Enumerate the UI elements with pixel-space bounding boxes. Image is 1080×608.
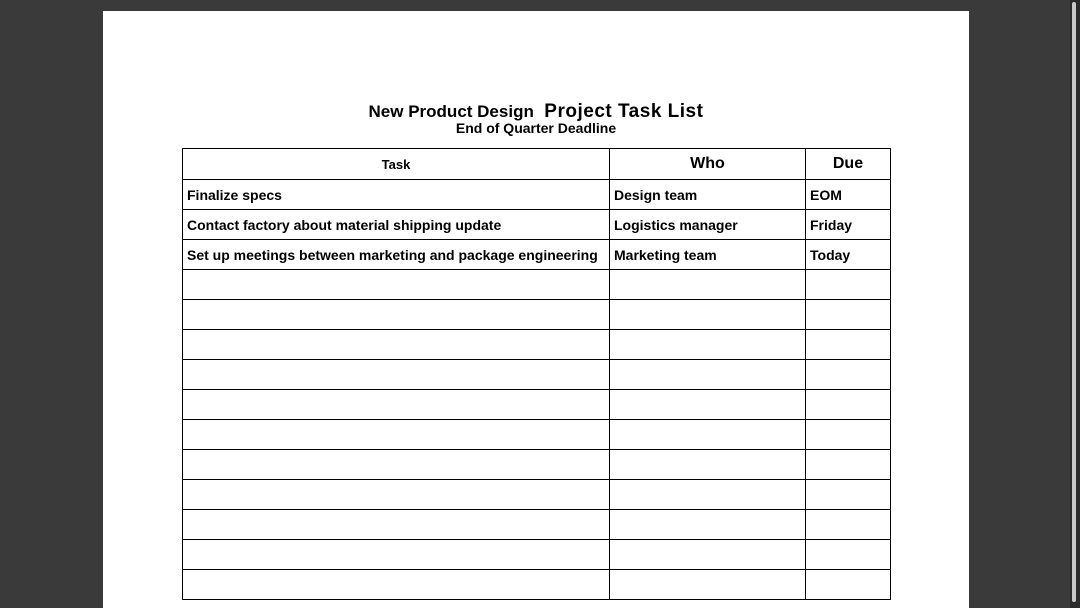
due-cell [806, 420, 891, 450]
task-cell [183, 540, 610, 570]
who-cell [610, 330, 806, 360]
who-cell: Logistics manager [610, 210, 806, 240]
who-cell [610, 450, 806, 480]
who-cell [610, 360, 806, 390]
task-cell: Contact factory about material shipping update [183, 210, 610, 240]
table-row [183, 570, 891, 600]
due-cell: Friday [806, 210, 891, 240]
who-cell [610, 270, 806, 300]
task-cell [183, 480, 610, 510]
task-cell: Set up meetings between marketing and package engineering [183, 240, 610, 270]
due-cell [806, 390, 891, 420]
task-cell [183, 420, 610, 450]
table-row [183, 420, 891, 450]
task-cell [183, 270, 610, 300]
due-cell [806, 450, 891, 480]
table-row [183, 210, 891, 240]
table-row [183, 330, 891, 360]
table-row [183, 480, 891, 510]
document-page [103, 11, 969, 608]
who-cell: Marketing team [610, 240, 806, 270]
header-due: Due [806, 149, 891, 180]
table-row [183, 450, 891, 480]
task-cell [183, 360, 610, 390]
table-row [183, 360, 891, 390]
table-row [183, 300, 891, 330]
task-table [182, 148, 891, 600]
table-row [183, 540, 891, 570]
vertical-scrollbar[interactable] [1070, 0, 1080, 608]
task-cell [183, 570, 610, 600]
who-cell [610, 420, 806, 450]
due-cell [806, 300, 891, 330]
due-cell [806, 360, 891, 390]
due-cell: Today [806, 240, 891, 270]
task-cell: Finalize specs [183, 180, 610, 210]
due-cell [806, 330, 891, 360]
who-cell [610, 540, 806, 570]
header-task: Task [183, 149, 610, 180]
table-row [183, 180, 891, 210]
task-cell [183, 330, 610, 360]
due-cell [806, 570, 891, 600]
due-cell [806, 480, 891, 510]
table-row [183, 270, 891, 300]
who-cell [610, 390, 806, 420]
due-cell [806, 270, 891, 300]
title-part-product: New Product Design [368, 102, 534, 121]
task-cell [183, 450, 610, 480]
document-subtitle: End of Quarter Deadline [455, 120, 617, 136]
title-part-task-list: Project Task List [544, 101, 704, 122]
due-cell: EOM [806, 180, 891, 210]
who-cell: Design team [610, 180, 806, 210]
who-cell [610, 510, 806, 540]
who-cell [610, 570, 806, 600]
task-cell [183, 510, 610, 540]
table-row [183, 240, 891, 270]
due-cell [806, 510, 891, 540]
task-cell [183, 390, 610, 420]
header-who: Who [610, 149, 806, 180]
table-row [183, 510, 891, 540]
due-cell [806, 540, 891, 570]
task-table-body [183, 180, 891, 600]
task-cell [183, 300, 610, 330]
who-cell [610, 480, 806, 510]
who-cell [610, 300, 806, 330]
scrollbar-thumb[interactable] [1072, 2, 1076, 602]
header-row [183, 149, 891, 180]
table-row [183, 390, 891, 420]
